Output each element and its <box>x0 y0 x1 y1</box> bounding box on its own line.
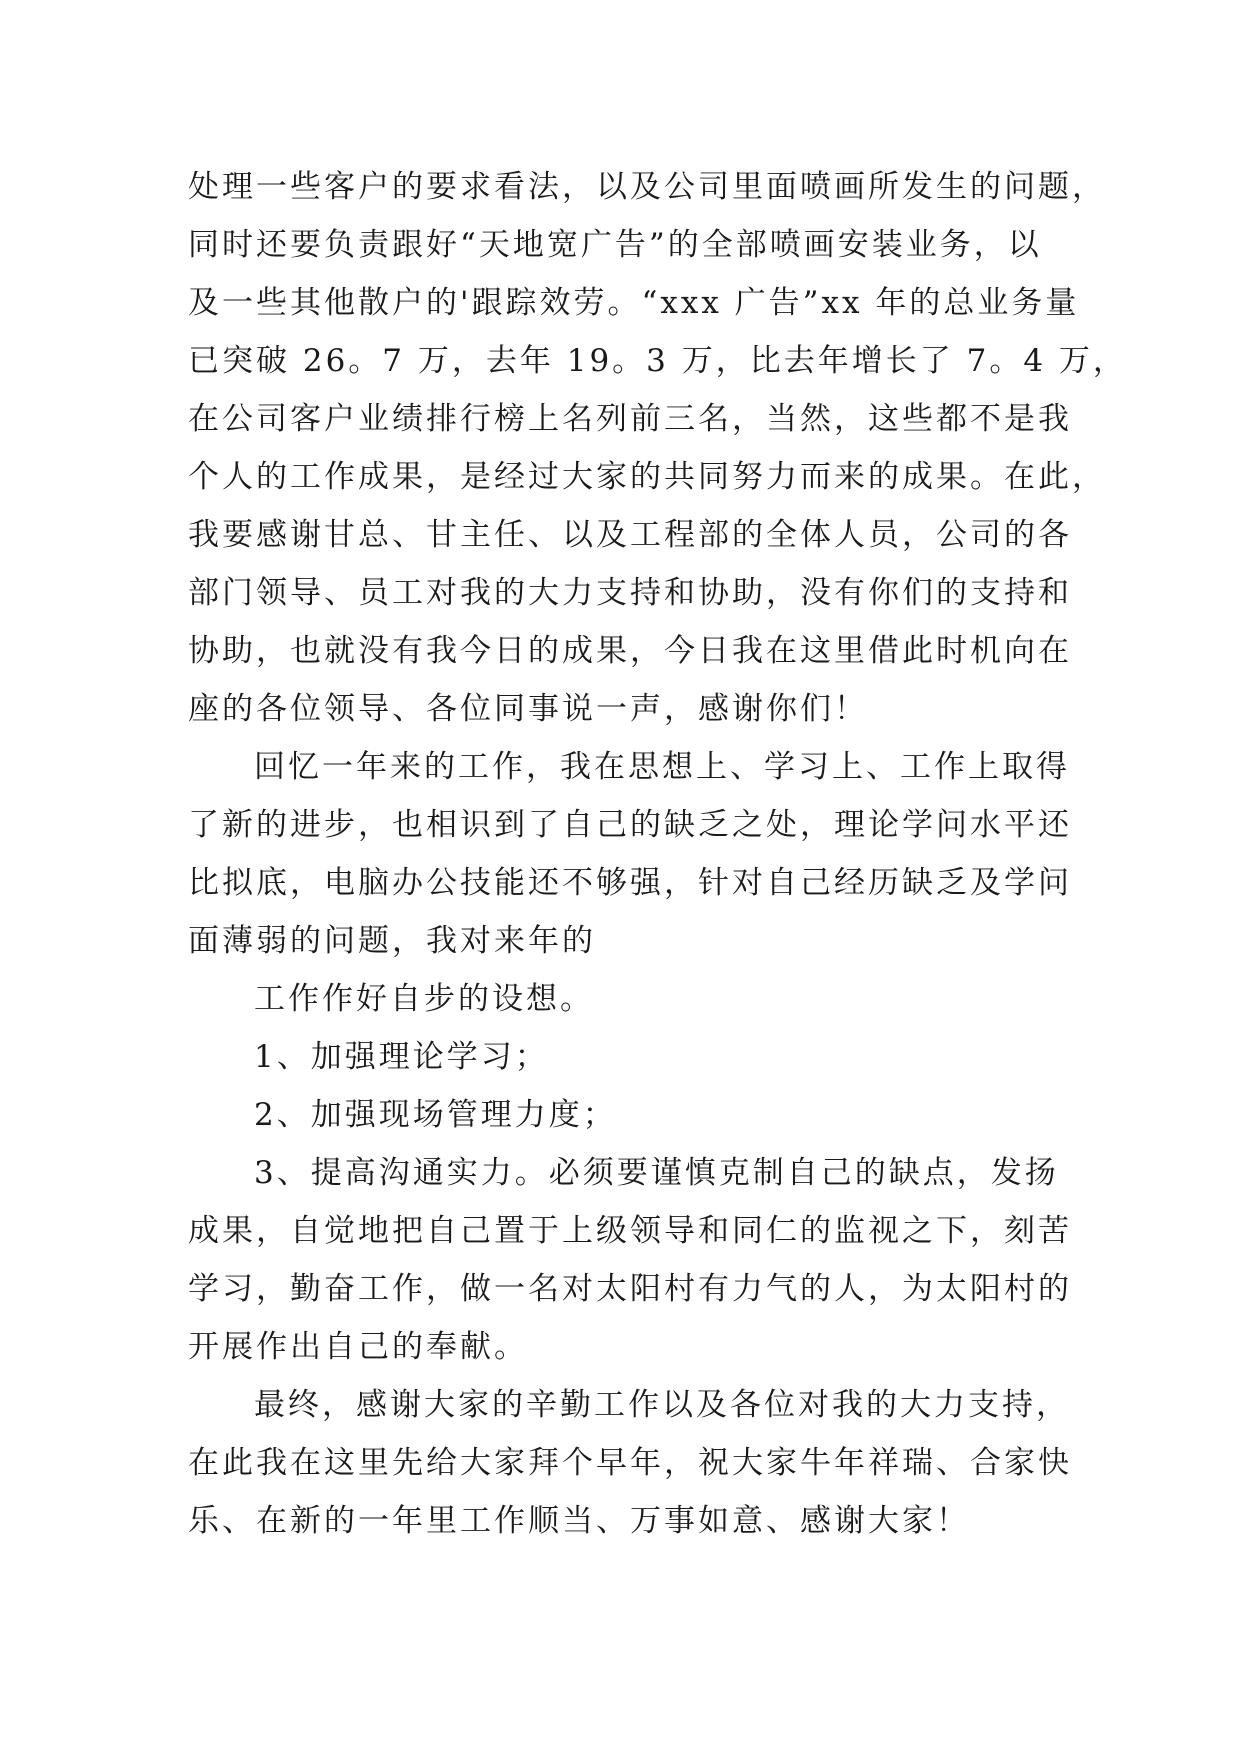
text-line: 成果，自觉地把自己置于上级领导和同仁的监视之下，刻苦 <box>188 1213 1072 1249</box>
text-line: 及一些其他散户的'跟踪效劳。“xxx 广告”xx 年的总业务量 <box>188 285 1080 321</box>
text-line: 座的各位领导、各位同事说一声，感谢你们！ <box>188 691 868 727</box>
text-line: 处理一些客户的要求看法，以及公司里面喷画所发生的问题， <box>188 169 1106 205</box>
text-line: 我要感谢甘总、甘主任、以及工程部的全体人员，公司的各 <box>188 517 1072 553</box>
paragraph-start-line: 最终，感谢大家的辛勤工作以及各位对我的大力支持， <box>254 1387 1070 1423</box>
list-item: 3、提高沟通实力。必须要谨慎克制自己的缺点，发扬 <box>254 1155 1059 1191</box>
text-line: 在此我在这里先给大家拜个早年，祝大家牛年祥瑞、合家快 <box>188 1445 1072 1481</box>
list-item: 1、加强理论学习； <box>254 1039 549 1075</box>
text-line: 同时还要负责跟好“天地宽广告”的全部喷画安装业务，以 <box>188 227 1042 263</box>
list-item: 2、加强现场管理力度； <box>254 1097 617 1133</box>
text-line: 协助，也就没有我今日的成果，今日我在这里借此时机向在 <box>188 633 1072 669</box>
paragraph-start-line: 回忆一年来的工作，我在思想上、学习上、工作上取得 <box>254 749 1070 785</box>
paragraph-start-line: 工作作好自步的设想。 <box>254 981 594 1017</box>
text-line: 个人的工作成果，是经过大家的共同努力而来的成果。在此， <box>188 459 1106 495</box>
text-line: 已突破 26。7 万，去年 19。3 万，比去年增长了 7。4 万， <box>188 343 1127 379</box>
body-text <box>188 158 1127 1550</box>
text-line: 在公司客户业绩排行榜上名列前三名，当然，这些都不是我 <box>188 401 1072 437</box>
text-line: 部门领导、员工对我的大力支持和协助，没有你们的支持和 <box>188 575 1072 611</box>
text-line: 了新的进步，也相识到了自己的缺乏之处，理论学问水平还 <box>188 807 1072 843</box>
text-line: 开展作出自己的奉献。 <box>188 1329 528 1365</box>
text-line: 乐、在新的一年里工作顺当、万事如意、感谢大家！ <box>188 1503 970 1539</box>
text-line: 比拟底，电脑办公技能还不够强，针对自己经历缺乏及学问 <box>188 865 1072 901</box>
text-line: 学习，勤奋工作，做一名对太阳村有力气的人，为太阳村的 <box>188 1271 1072 1307</box>
text-line: 面薄弱的问题，我对来年的 <box>188 923 596 959</box>
